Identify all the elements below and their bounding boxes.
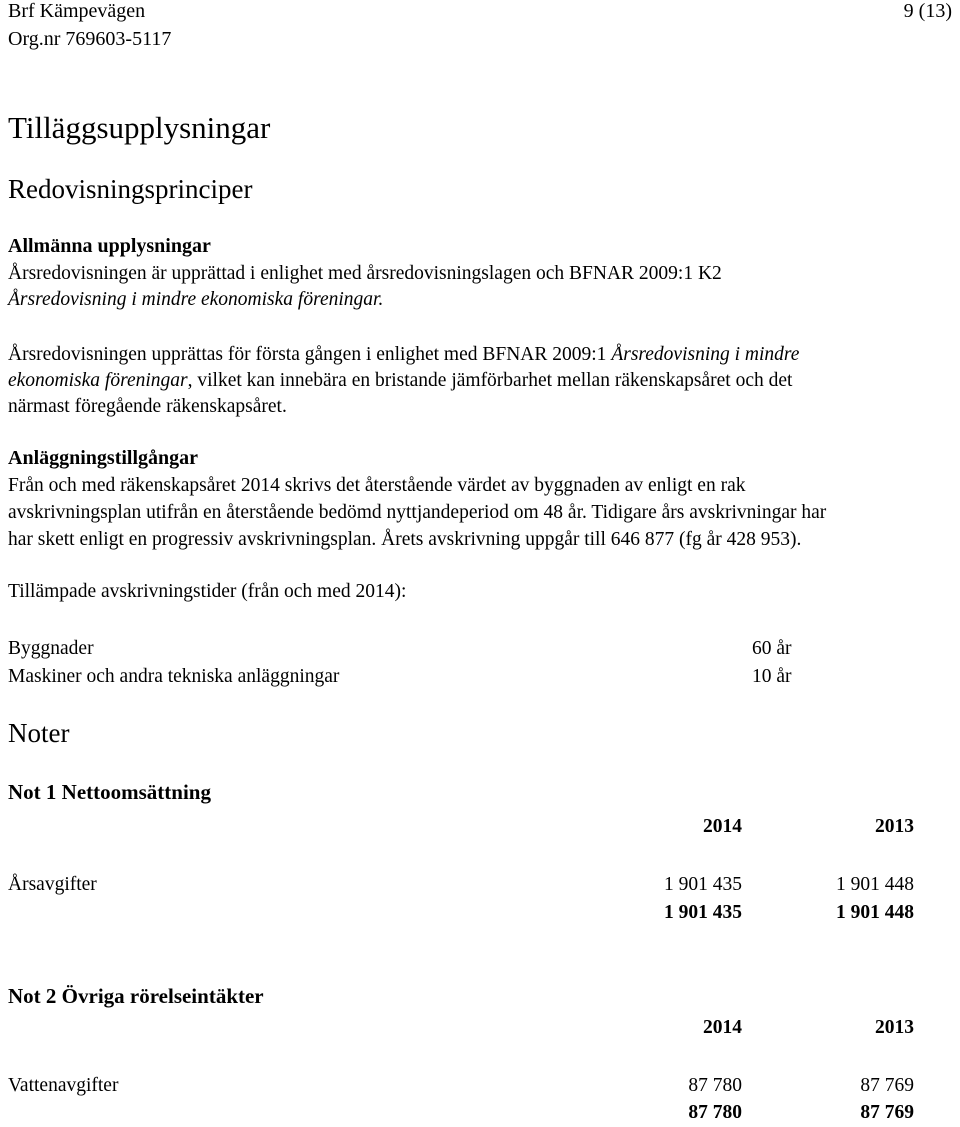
assets-text-line-1: Från och med räkenskapsåret 2014 skrivs det återstående värdet av byggnaden av enligt en rak — [8, 475, 746, 496]
general-text-line-2: Årsredovisning i mindre ekonomiska föreningar. — [8, 289, 384, 310]
note-2-year-current: 2014 — [703, 1017, 742, 1038]
note-2-total-current: 87 780 — [688, 1102, 742, 1123]
note-1-total-previous: 1 901 448 — [836, 902, 914, 923]
note-1-total-current: 1 901 435 — [664, 902, 742, 923]
organization-name: Brf Kämpevägen — [8, 0, 146, 22]
note-1-row-value-current: 1 901 435 — [664, 874, 742, 895]
subheading-general: Allmänna upplysningar — [8, 235, 211, 257]
note-1-year-previous: 2013 — [875, 816, 914, 837]
first-time-paragraph-line-1 — [8, 342, 799, 369]
depreciation-intro: Tillämpade avskrivningstider (från och med 2014): — [8, 581, 407, 602]
note-1-row-label: Årsavgifter — [8, 874, 97, 895]
note-1-heading: Not 1 Nettoomsättning — [8, 780, 211, 804]
section-heading-notes: Noter — [8, 718, 70, 748]
page-number: 9 (13) — [903, 0, 952, 22]
page-title: Tilläggsupplysningar — [8, 110, 271, 145]
depreciation-row-label: Byggnader — [8, 638, 94, 659]
text-italic: Årsredovisning i mindre — [611, 344, 800, 365]
note-2-total-previous: 87 769 — [860, 1102, 914, 1123]
note-1-row-value-previous: 1 901 448 — [836, 874, 914, 895]
subheading-fixed-assets: Anläggningstillgångar — [8, 447, 199, 469]
assets-text-line-2: avskrivningsplan utifrån en återstående bedömd nyttjandeperiod om 48 år. Tidigare års avskrivningar har — [8, 502, 827, 523]
note-2-row-value-current: 87 780 — [688, 1075, 742, 1096]
note-2-year-previous: 2013 — [875, 1017, 914, 1038]
assets-text-line-3: har skett enligt en progressiv avskrivningsplan. Årets avskrivning uppgår till 646 877 (fg år 428 953). — [8, 529, 802, 550]
note-1-year-current: 2014 — [703, 816, 742, 837]
text-plain: , vilket kan innebära en bristande jämförbarhet mellan räkenskapsåret och det — [187, 370, 793, 391]
general-text-line-1: Årsredovisningen är upprättad i enlighet med årsredovisningslagen och BFNAR 2009:1 K2 — [8, 263, 722, 284]
depreciation-row-label: Maskiner och andra tekniska anläggningar — [8, 666, 340, 687]
depreciation-row-value: 60 år — [752, 638, 792, 659]
section-heading-principles: Redovisningsprinciper — [8, 174, 253, 204]
first-time-paragraph-line-2 — [8, 368, 792, 395]
note-2-row-value-previous: 87 769 — [860, 1075, 914, 1096]
text-plain: Årsredovisningen upprättas för första gången i enlighet med BFNAR 2009:1 — [8, 344, 612, 365]
organization-number: Org.nr 769603-5117 — [8, 28, 172, 50]
note-2-row-label: Vattenavgifter — [8, 1075, 119, 1096]
first-time-paragraph-line-3: närmast föregående räkenskapsåret. — [8, 396, 287, 417]
depreciation-row-value: 10 år — [752, 666, 792, 687]
note-2-heading: Not 2 Övriga rörelseintäkter — [8, 984, 264, 1008]
text-italic: ekonomiska föreningar — [8, 370, 188, 391]
